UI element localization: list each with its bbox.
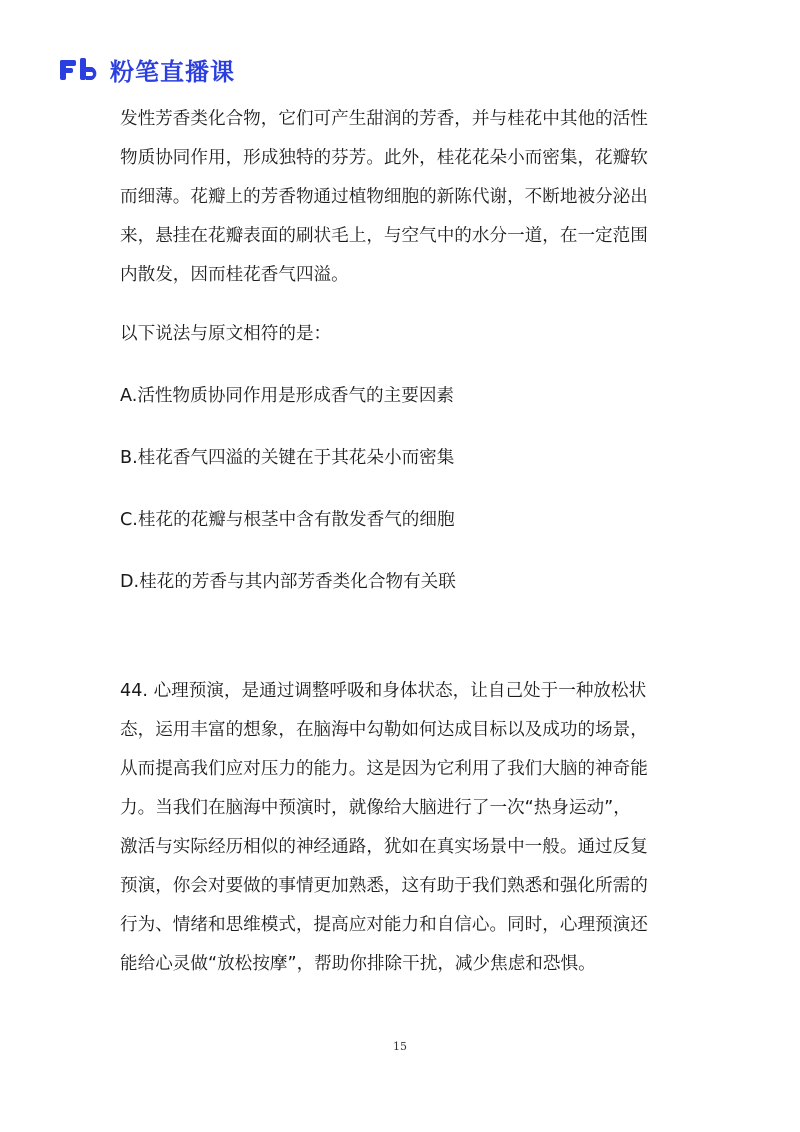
passage-line: 内散发，因而桂花香气四溢。 bbox=[120, 265, 349, 285]
fenbi-logo-icon bbox=[58, 57, 102, 83]
question-line: 态，运用丰富的想象，在脑海中勾勒如何达成目标以及成功的场景， bbox=[120, 720, 648, 740]
question-line: 激活与实际经历相似的神经通路，犹如在真实场景中一般。通过反复 bbox=[120, 837, 648, 857]
header bbox=[58, 52, 235, 87]
page-content bbox=[120, 100, 680, 984]
passage-tail bbox=[120, 100, 680, 295]
passage-line: 而细薄。花瓣上的芳香物通过植物细胞的新陈代谢，不断地被分泌出 bbox=[120, 187, 648, 207]
option-c: C.桂花的花瓣与根茎中含有散发香气的细胞 bbox=[120, 510, 455, 530]
passage-line: 物质协同作用，形成独特的芬芳。此外，桂花花朵小而密集，花瓣软 bbox=[120, 148, 648, 168]
passage-line: 发性芳香类化合物，它们可产生甜润的芳香，并与桂花中其他的活性 bbox=[120, 109, 648, 129]
question-prompt: 以下说法与原文相符的是： bbox=[120, 324, 332, 344]
question-line: 行为、情绪和思维模式，提高应对能力和自信心。同时，心理预演还 bbox=[120, 915, 648, 935]
passage-line: 来，悬挂在花瓣表面的刷状毛上，与空气中的水分一道，在一定范围 bbox=[120, 226, 648, 246]
option-d: D.桂花的芳香与其内部芳香类化合物有关联 bbox=[120, 572, 456, 592]
option-a: A.活性物质协同作用是形成香气的主要因素 bbox=[120, 386, 455, 406]
question-line: 44. 心理预演，是通过调整呼吸和身体状态，让自己处于一种放松状 bbox=[120, 681, 647, 701]
question-line: 预演，你会对要做的事情更加熟悉，这有助于我们熟悉和强化所需的 bbox=[120, 876, 648, 896]
question-line: 能给心灵做“放松按摩”，帮助你排除干扰，减少焦虑和恐惧。 bbox=[120, 954, 596, 974]
question-line: 力。当我们在脑海中预演时，就像给大脑进行了一次“热身运动”， bbox=[120, 798, 631, 818]
option-b: B.桂花香气四溢的关键在于其花朵小而密集 bbox=[120, 448, 455, 468]
question-line: 从而提高我们应对压力的能力。这是因为它利用了我们大脑的神奇能 bbox=[120, 759, 648, 779]
question-44 bbox=[120, 672, 680, 984]
page-number: 15 bbox=[393, 1040, 407, 1053]
brand-title: 粉笔直播课 bbox=[110, 58, 235, 86]
